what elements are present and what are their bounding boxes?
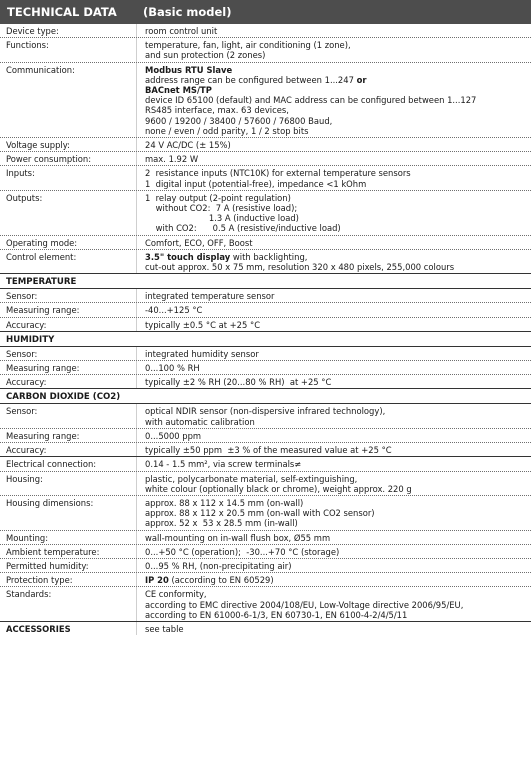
spec-label: Voltage supply: xyxy=(6,140,70,151)
spec-value-line: IP 20 (according to EN 60529) xyxy=(145,575,274,586)
spec-value-line: with automatic calibration xyxy=(145,416,255,427)
spec-value-line: 3.5" touch display with backlighting, xyxy=(145,251,308,262)
spec-label: Functions: xyxy=(6,40,49,51)
spec-value-line: typically ±0.5 °C at +25 °C xyxy=(145,319,261,330)
spec-value xyxy=(136,250,531,273)
spec-row xyxy=(0,559,531,573)
spec-value-line: wall-mounting on in-wall flush box, Ø55 mm xyxy=(145,532,331,543)
spec-row xyxy=(0,545,531,559)
spec-label: Standards: xyxy=(6,589,52,600)
spec-label: Accuracy: xyxy=(6,445,47,456)
spec-value xyxy=(136,375,531,388)
spec-row xyxy=(0,443,531,457)
spec-value-line: 2 resistance inputs (NTC10K) for external temperature sensors xyxy=(145,168,411,179)
spec-value-line: approx. 88 x 112 x 14.5 mm (on-wall) xyxy=(145,497,304,508)
spec-row xyxy=(0,404,531,428)
spec-value-line: 0...5000 ppm xyxy=(145,430,202,441)
spec-row xyxy=(0,191,531,236)
spec-row xyxy=(0,38,531,62)
spec-row xyxy=(0,375,531,389)
spec-value-line: 0...+50 °C (operation); -30...+70 °C (storage) xyxy=(145,546,340,557)
spec-row xyxy=(0,303,531,317)
spec-value xyxy=(136,347,531,360)
spec-label: Inputs: xyxy=(6,168,35,179)
spec-label: Housing: xyxy=(6,473,43,484)
spec-value xyxy=(136,443,531,456)
spec-value xyxy=(136,545,531,558)
spec-value xyxy=(136,404,531,427)
spec-value-line: Modbus RTU Slave xyxy=(145,64,233,75)
spec-value-line: 0.14 - 1.5 mm², via screw terminals≠ xyxy=(145,459,302,470)
accessories-row xyxy=(0,622,531,635)
spec-table xyxy=(0,24,531,635)
spec-value xyxy=(136,457,531,470)
header-title: TECHNICAL DATA xyxy=(7,5,117,19)
spec-value-line: device ID 65100 (default) and MAC address can be configured between 1...127 xyxy=(145,95,477,106)
spec-row xyxy=(0,496,531,531)
spec-value-line: with CO2: 0.5 A (resistive/inductive load) xyxy=(145,223,341,234)
spec-label: Housing dimensions: xyxy=(6,497,94,508)
spec-value-line: and sun protection (2 zones) xyxy=(145,50,266,61)
spec-label: Operating mode: xyxy=(6,237,78,248)
spec-value-line: RS485 interface, max. 63 devices, xyxy=(145,105,289,116)
spec-value xyxy=(136,361,531,374)
spec-label: Measuring range: xyxy=(6,305,80,316)
header-model: (Basic model) xyxy=(143,5,232,19)
spec-value xyxy=(136,573,531,586)
spec-row xyxy=(0,152,531,166)
spec-value-line: temperature, fan, light, air conditioning (1 zone), xyxy=(145,40,351,51)
spec-value-line: 0...100 % RH xyxy=(145,363,200,374)
spec-value-line: typically ±50 ppm ±3 % of the measured value at +25 °C xyxy=(145,445,392,456)
spec-value-line: according to EMC directive 2004/108/EU, Low-Voltage directive 2006/95/EU, xyxy=(145,599,464,610)
section-heading: CARBON DIOXIDE (CO2) xyxy=(0,389,531,404)
spec-value xyxy=(136,318,531,331)
spec-label: Mounting: xyxy=(6,532,49,543)
spec-value-line: integrated humidity sensor xyxy=(145,348,259,359)
spec-row xyxy=(0,429,531,443)
spec-value-line: 1 relay output (2-point regulation) xyxy=(145,192,291,203)
spec-value xyxy=(136,587,531,621)
spec-row xyxy=(0,24,531,38)
spec-row xyxy=(0,587,531,622)
spec-value-line: optical NDIR sensor (non-dispersive infrared technology), xyxy=(145,406,386,417)
spec-value xyxy=(136,496,531,530)
spec-value xyxy=(136,289,531,302)
spec-value-line: cut-out approx. 50 x 75 mm, resolution 320 x 480 pixels, 255,000 colours xyxy=(145,262,455,273)
spec-value-line: without CO2: 7 A (resistive load); xyxy=(145,203,298,214)
spec-value xyxy=(136,38,531,61)
spec-value xyxy=(136,559,531,572)
spec-label: Sensor: xyxy=(6,291,38,302)
spec-value-line: max. 1.92 W xyxy=(145,154,199,165)
spec-value-line: approx. 52 x 53 x 28.5 mm (in-wall) xyxy=(145,518,298,529)
spec-value-line: 1.3 A (inductive load) xyxy=(145,213,299,224)
spec-value-line: 1 digital input (potential-free), impedance <1 kOhm xyxy=(145,178,367,189)
spec-value-line: approx. 88 x 112 x 20.5 mm (on-wall with CO2 sensor) xyxy=(145,508,375,519)
spec-row xyxy=(0,472,531,496)
spec-row xyxy=(0,236,531,250)
spec-label: Device type: xyxy=(6,26,59,36)
spec-label: Power consumption: xyxy=(6,154,92,165)
spec-value-line: 0...95 % RH, (non-precipitating air) xyxy=(145,560,292,571)
spec-row xyxy=(0,457,531,471)
spec-row xyxy=(0,573,531,587)
spec-value xyxy=(136,191,531,235)
spec-row xyxy=(0,289,531,303)
spec-label: Protection type: xyxy=(6,575,73,586)
spec-value xyxy=(136,152,531,165)
spec-row xyxy=(0,250,531,274)
spec-value-line: -40...+125 °C xyxy=(145,305,203,316)
spec-row xyxy=(0,361,531,375)
spec-label: Measuring range: xyxy=(6,430,80,441)
spec-value xyxy=(136,303,531,316)
spec-row xyxy=(0,318,531,332)
spec-label: Permitted humidity: xyxy=(6,560,89,571)
spec-value xyxy=(136,24,531,37)
spec-value-line: none / even / odd parity, 1 / 2 stop bits xyxy=(145,125,309,136)
spec-label: Ambient temperature: xyxy=(6,546,100,557)
spec-value xyxy=(136,166,531,189)
spec-value-line: 9600 / 19200 / 38400 / 57600 / 76800 Baud, xyxy=(145,115,333,126)
spec-row xyxy=(0,166,531,190)
section-heading: TEMPERATURE xyxy=(0,274,531,289)
spec-row xyxy=(0,347,531,361)
spec-value-line: 24 V AC/DC (± 15%) xyxy=(145,140,231,151)
spec-value-line: white colour (optionally black or chrome), weight approx. 220 g xyxy=(145,483,412,494)
spec-label: Electrical connection: xyxy=(6,459,97,470)
spec-value xyxy=(136,531,531,544)
spec-value-line: Comfort, ECO, OFF, Boost xyxy=(145,237,253,248)
spec-value-line: BACnet MS/TP xyxy=(145,85,212,96)
spec-label: Control element: xyxy=(6,251,77,262)
spec-label: Accuracy: xyxy=(6,319,47,330)
spec-label: Sensor: xyxy=(6,406,38,417)
spec-value xyxy=(136,138,531,151)
accessories-label: ACCESSORIES xyxy=(6,623,71,634)
spec-value-line: address range can be configured between 1...247 or xyxy=(145,74,367,85)
spec-row xyxy=(0,63,531,138)
section-heading: HUMIDITY xyxy=(0,332,531,347)
accessories-value: see table xyxy=(136,622,531,635)
table-header xyxy=(0,0,531,24)
spec-value-line: CE conformity, xyxy=(145,589,207,600)
spec-value-line: according to EN 61000-6-1/3, EN 60730-1, EN 6100-4-2/4/5/11 xyxy=(145,609,408,620)
spec-value-line: integrated temperature sensor xyxy=(145,291,275,302)
spec-label: Sensor: xyxy=(6,348,38,359)
spec-value xyxy=(136,472,531,495)
spec-label: Outputs: xyxy=(6,192,43,203)
spec-value-line: plastic, polycarbonate material, self-extinguishing, xyxy=(145,473,358,484)
spec-value-line: room control unit xyxy=(145,26,218,36)
spec-label: Communication: xyxy=(6,64,75,75)
spec-value-line: typically ±2 % RH (20...80 % RH) at +25 °C xyxy=(145,377,332,388)
spec-label: Accuracy: xyxy=(6,377,47,388)
spec-row xyxy=(0,531,531,545)
spec-label: Measuring range: xyxy=(6,363,80,374)
spec-value xyxy=(136,63,531,137)
spec-value xyxy=(136,236,531,249)
spec-row xyxy=(0,138,531,152)
spec-value xyxy=(136,429,531,442)
